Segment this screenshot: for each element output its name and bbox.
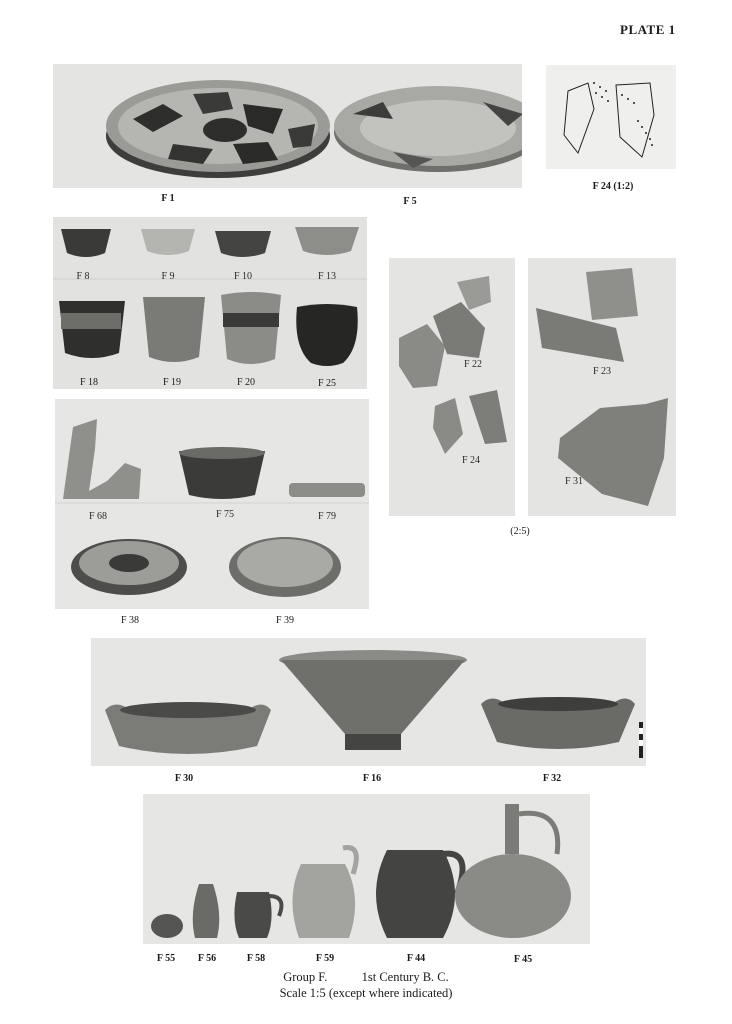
plate-label: PLATE 1 [620, 22, 676, 37]
footer-line-2: Scale 1:5 (except where indicated) [279, 986, 453, 1000]
caption-f79: F 79 [317, 511, 337, 522]
photo-sherds-left [389, 258, 515, 516]
caption-f1: F 1 [161, 193, 175, 204]
caption-f19: F 19 [162, 377, 182, 388]
footer-group: Group F. [283, 970, 328, 984]
caption-f38: F 38 [120, 615, 140, 626]
caption-f56: F 56 [197, 953, 217, 964]
caption-f68: F 68 [88, 511, 108, 522]
photo-cups [53, 217, 367, 389]
caption-f5: F 5 [403, 196, 417, 207]
misc-illustration [55, 399, 369, 609]
caption-f24: F 24 [461, 455, 481, 466]
sherds-left-illustration [389, 258, 515, 516]
caption-f8: F 8 [76, 271, 90, 282]
sherd-drawing [546, 65, 676, 169]
caption-f16: F 16 [362, 773, 382, 784]
caption-f23: F 23 [592, 366, 612, 377]
photo-jugs [143, 794, 590, 944]
photo-sherds-right [528, 258, 676, 516]
caption-f10: F 10 [233, 271, 253, 282]
caption-f31: F 31 [564, 476, 584, 487]
photo-plates-f1-f5 [53, 64, 522, 188]
cups-illustration [53, 217, 367, 389]
caption-f59: F 59 [315, 953, 335, 964]
footer-line-1 [0, 970, 732, 985]
footer-period: 1st Century B. C. [361, 970, 449, 984]
sherds-right-illustration [528, 258, 676, 516]
caption-f22: F 22 [463, 359, 483, 370]
drawing-f24 [546, 65, 676, 169]
scale-note-sherds: (2:5) [510, 526, 530, 537]
caption-f18: F 18 [79, 377, 99, 388]
caption-f25: F 25 [317, 378, 337, 389]
caption-f55: F 55 [156, 953, 176, 964]
caption-f32: F 32 [542, 773, 562, 784]
plates-illustration [53, 64, 522, 188]
jugs-illustration [143, 794, 590, 944]
caption-f24-drawing: F 24 (1:2) [592, 181, 634, 192]
photo-bowls [91, 638, 646, 766]
caption-f44: F 44 [406, 953, 426, 964]
caption-f45: F 45 [513, 954, 533, 965]
caption-f30: F 30 [174, 773, 194, 784]
caption-f20: F 20 [236, 377, 256, 388]
caption-f75: F 75 [215, 509, 235, 520]
caption-f13: F 13 [317, 271, 337, 282]
caption-f9: F 9 [161, 271, 175, 282]
caption-f39: F 39 [275, 615, 295, 626]
photo-misc [55, 399, 369, 609]
caption-f58: F 58 [246, 953, 266, 964]
bowls-illustration [91, 638, 646, 766]
